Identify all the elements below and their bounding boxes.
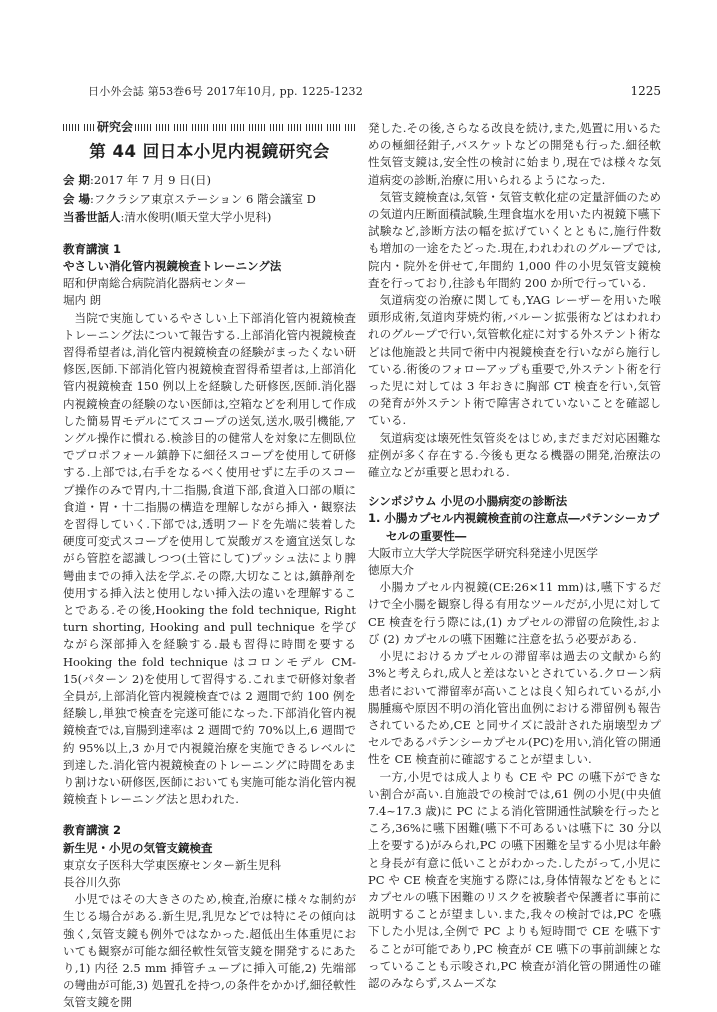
meeting-organizer-label: 当番世話人 bbox=[63, 210, 121, 225]
lecture-2-affiliation: 東京女子医科大学東医療センター新生児科 bbox=[63, 857, 282, 872]
meeting-title: 第 44 回日本小児内視鏡研究会 bbox=[89, 142, 330, 161]
section-band bbox=[63, 120, 356, 135]
lecture-2-abstract-paragraph: 気管支鏡検査は,気管・気管支軟化症の定量評価のための気道内圧断面積試験,生理食塩水を用いた内視鏡下嚥下試験など,診断方法の幅を拡げていくとともに,施行件数も増加の一途をたどった.現在,われわれのグループでは,院内・院外を併せて,年間約 1,000 件の小児気管支鏡検査を行っており,往診も年間約 200 か所で行っている. bbox=[368, 189, 661, 290]
symposium-item-1-title: 1. 小腸カプセル内視鏡検査前の注意点―パテンシーカプセルの重要性― bbox=[368, 511, 660, 543]
page-header bbox=[63, 84, 661, 99]
symposium-heading: シンポジウム 小児の小腸病変の診断法 bbox=[368, 494, 568, 509]
meeting-date-value: :2017 年 7 月 9 日(日) bbox=[90, 173, 212, 188]
lecture-2-abstract-part1: 小児ではその大きさのため,検査,治療に様々な制約が生じる場合がある.新生児,乳児などでは特にその傾向は強く,気管支鏡も例外ではなかった.超低出生体重児においても観察が可能な細径軟性気管支鏡を開発するにあたり,1) 内径 2.5 mm 挿管チューブに挿入可能,2) 先端部の彎曲が可能,3) 処置孔を持つ,の条件をかかげ,細径軟性気管支鏡を開 bbox=[63, 892, 356, 1010]
lecture-1-kicker: 教育講演 1 bbox=[63, 241, 122, 256]
symposium-item-1-paragraph: 小児におけるカプセルの滞留率は過去の文献から約 3%と考えられ,成人と差はないとされている.クローン病患者において滞留率が高いことは良く知られているが,小腸腫瘍や原因不明の消化管出血例における滞留例も報告されているため,CE と同サイズに設計された崩壊型カプセルであるパテンシーカプセル(PC)を用い,消化管の開通性を CE 検査前に確認することが望ましい. bbox=[368, 649, 661, 767]
two-column-body bbox=[63, 120, 661, 1012]
lecture-2-speaker: 長谷川久弥 bbox=[63, 875, 121, 890]
section-band-label: 研究会 bbox=[97, 119, 134, 134]
left-column bbox=[63, 120, 356, 1012]
hatch-rule-left bbox=[63, 124, 95, 131]
symposium-item-1-paragraph: 小腸カプセル内視鏡(CE:26×11 mm)は,嚥下するだけで全小腸を観察し得る有用なツールだが,小児に対して CE 検査を行う際には,(1) カプセルの滞留の危険性,および (2) カプセルの嚥下困難に注意を払う必要がある. bbox=[368, 580, 661, 646]
lecture-2-title: 新生児・小児の気管支鏡検査 bbox=[63, 840, 213, 855]
lecture-2-kicker: 教育講演 2 bbox=[63, 823, 122, 838]
lecture-1-title: やさしい消化管内視鏡検査トレーニング法 bbox=[63, 258, 282, 273]
lecture-2-abstract-paragraph: 気道病変の治療に関しても,YAG レーザーを用いた喉頭形成術,気道肉芽焼灼術,バルーン拡張術などはわれわれのグループで行い,気管軟化症に対する外ステント術などは他施設と共同で術中内視鏡検査を行いながら施行している.術後のフォローアップも重要で,外ステント術を行った児に対しては 3 年おきに胸部 CT 検査を行い,気管の発育が外ステント術で障害されていないことを確認している. bbox=[368, 293, 661, 428]
lecture-1 bbox=[63, 241, 356, 809]
symposium-item-1-affiliation: 大阪市立大学大学院医学研究科発達小児医学 bbox=[368, 545, 598, 560]
symposium-item-1-paragraph: 一方,小児では成人よりも CE や PC の嚥下ができない割合が高い.自施設での検討では,61 例の小児(中央値 7.4~17.3 歳)に PC による消化管開通性試験を行ったところ,36%に嚥下困難(嚥下不可あるいは嚥下に 30 分以上を要する)がみられ,PC の嚥下困難を呈する小児は年齢と身長が有意に低いことがわかった.したがって,小児に PC や CE 検査を実施する際には,身体情報などをもとにカプセルの嚥下困難のリスクを被験者や保護者に事前に説明することが望ましい.また,我々の検討では,PC を嚥下した小児は,全例で PC よりも短時間で CE を嚥下することが可能であり,PC 検査が CE 嚥下の事前訓練となっていることも示唆され,PC 検査が消化管の開通性の確認のみならず,スムーズな bbox=[368, 769, 661, 990]
meeting-date-line bbox=[63, 171, 356, 190]
symposium-item-1-speaker: 徳原大介 bbox=[368, 563, 414, 578]
right-column bbox=[368, 120, 661, 1012]
lecture-1-abstract: 当院で実施しているやさしい上下部消化管内視鏡検査トレーニング法について報告する.上部消化管内視鏡検査習得希望者は,消化管内視鏡検査の経験がまったくない研修医,医師.下部消化管内視鏡検査習得希望者は,上部消化管内視鏡検査 150 例以上を経験した研修医,医師.消化器内視鏡検査の経験のない医師は,空箱などを利用して作成した簡易胃モデルにてスコープの送気,送水,吸引機能,アングル操作に慣れる.検診目的の健常人を対象に左側臥位でプロポフォール鎮静下に細径スコープを使用して研修する.上部では,右手をなるべく使用せずに左手のスコープ操作のみで胃内,十二指腸,食道下部,食道入口部の順に食道・胃・十二指腸の構造を理解しながら挿入・観察法を習得していく.下部では,透明フードを先端に装着した硬度可変式スコープを使用して炭酸ガスを適宜送気しながら管腔を認識しつつ(土管にして)プッシュ法により脾彎曲までの挿入法を学ぶ.その際,大切なことは,鎮静剤を使用する挿入法と使用しない挿入法の違いを理解することである.その後,Hooking the fold technique, Right turn shorting, Hooking and pull technique を学びながら深部挿入を経験する.最も習得に時間を要する Hooking the fold technique はコロンモデル CM-15(パターン 2)を使用して習得する.これまで研修対象者全員が,上部消化管内視鏡検査では 2 週間で約 100 例を経験し,単独で検査を完遂可能になった.下部消化管内視鏡検査では,盲腸到達率は 2 週間で約 70%以上,6 週間で約 95%以上,3 か月で内視鏡治療を実施できるレベルに到達した.消化管内視鏡検査のトレーニングに時間をあまり割けない研修医,医師においても実施可能な消化管内視鏡検査トレーニング法と思われた. bbox=[63, 310, 356, 807]
meeting-venue-line bbox=[63, 190, 356, 209]
lecture-2-abstract-paragraph: 気道病変は壊死性気管炎をはじめ,まだまだ対応困難な症例が多く存在する.今後も更なる機器の開発,治療法の確立などが重要と思われる. bbox=[368, 430, 661, 480]
hatch-rule-right bbox=[135, 124, 356, 131]
meeting-venue-value: :フクラシア東京ステーション 6 階会議室 D bbox=[90, 191, 316, 206]
meeting-organizer-line bbox=[63, 208, 356, 227]
lecture-2-abstract-continuation: 発した.その後,さらなる改良を続け,また,処置に用いるための極細径鉗子,バスケットなどの開発も行った.細径軟性気管支鏡は,安全性の検討に始まり,現在では様々な気道病変の診断,治療に用いられるようになった. bbox=[368, 121, 661, 187]
meeting-date-label: 会 期 bbox=[63, 173, 91, 188]
symposium-section bbox=[368, 493, 661, 992]
lecture-1-speaker: 堀内 朗 bbox=[63, 293, 102, 308]
meeting-venue-label: 会 場 bbox=[63, 191, 91, 206]
page-number: 1225 bbox=[630, 84, 661, 98]
meeting-organizer-value: :清水俊明(順天堂大学小児科) bbox=[120, 210, 272, 225]
lecture-2 bbox=[63, 822, 356, 1011]
lecture-1-affiliation: 昭和伊南総合病院消化器病センター bbox=[63, 276, 247, 291]
journal-citation: 日小外会誌 第53巻6号 2017年10月, pp. 1225-1232 bbox=[88, 85, 363, 98]
